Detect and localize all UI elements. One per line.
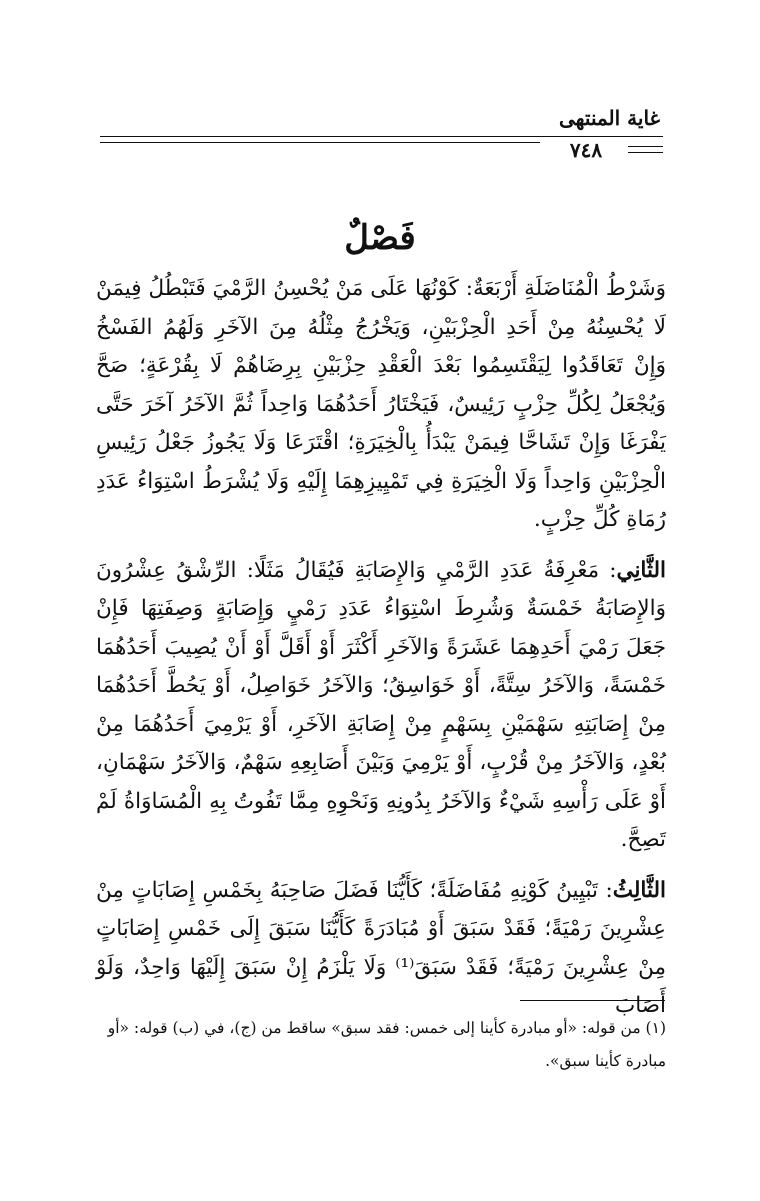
- footnote-rule: [520, 1000, 665, 1001]
- paragraph-2-text: : مَعْرِفَةُ عَدَدِ الرَّمْيِ وَالإِصَابَةِ فَيُقَالُ مَثَلًا: الرِّشْقُ عِشْرُونَ وَالإِصَابَةُ خَمْسَةٌ وَشُرِطَ اسْتِوَاءُ عَدَدِ رَمْيٍ وَإِصَابَةٍ وَصِفَتِهَا فَإِنْ جَعَلَ رَمْيَ أَحَدِهِمَا عَشَرَةً وَالآخَرِ أَكْثَرَ أَوْ أَقَلَّ أَوْ أَنْ يُصِيبَ أَحَدُهُمَا خَمْسَةً، وَالآخَرُ سِتَّةً، أَوْ خَوَاسِقُ؛ وَالآخَرُ خَوَاصِلُ، أَوْ يَحُطَّ أَحَدُهُمَا مِنْ إِصَابَتِهِ سَهْمَيْنِ بِسَهْمٍ مِنْ إِصَابَةِ الآخَرِ، أَوْ يَرْمِيَ أَحَدُهُمَا مِنْ بُعْدٍ، وَالآخَرُ مِنْ قُرْبٍ، أَوْ يَرْمِيَ وَبَيْنَ أَصَابِعِهِ سَهْمٌ، وَالآخَرُ سَهْمَانِ، أَوْ عَلَى رَأْسِهِ شَيْءٌ وَالآخَرُ بِدُونِهِ وَنَحْوِهِ مِمَّا تَفُوتُ بِهِ الْمُسَاوَاةُ لَمْ تَصِحَّ.: [96, 557, 666, 852]
- paragraph-1-text: وَشَرْطُ الْمُنَاضَلَةِ أَرْبَعَةٌ: كَوْنُهَا عَلَى مَنْ يُحْسِنُ الرَّمْيَ فَتَبْطُلُ فِيمَنْ لَا يُحْسِنُهُ مِنْ أَحَدِ الْحِزْبَيْنِ، وَيَخْرُجُ مِثْلُهُ مِنَ الآخَرِ وَلَهُمُ الفَسْخُ وَإِنْ تَعَاقَدُوا لِيَقْتَسِمُوا بَعْدَ الْعَقْدِ حِزْبَيْنِ بِرِضَاهُمْ لَا بِقُرْعَةٍ؛ صَحَّ وَيُجْعَلُ لِكُلِّ حِزْبٍ رَئِيسٌ، فَيَخْتَارُ أَحَدُهُمَا وَاحِداً ثُمَّ الآخَرُ آخَرَ حَتَّى يَفْرَغَا وَإِنْ تَشَاحَّا فِيمَنْ يَبْدَأُ بِالْخِيَرَةِ؛ اقْتَرَعَا وَلَا يَجُوزُ جَعْلُ رَئِيسِ الْحِزْبَيْنِ وَاحِداً وَلَا الْخِيَرَةِ فِي تَمْيِيزِهِمَا إِلَيْهِ وَلَا يُشْرَطُ اسْتِوَاءُ عَدَدِ رُمَاةِ كُلِّ حِزْبٍ.: [96, 276, 666, 532]
- paragraph-3-lead: الثَّالِثُ: [612, 877, 666, 903]
- paragraph-1: [96, 270, 666, 540]
- body-text: [96, 270, 666, 1038]
- paragraph-2-lead: الثَّانِي: [616, 557, 666, 583]
- header-rule-left: [100, 136, 540, 143]
- page-number: ٧٤٨: [549, 138, 623, 162]
- footnote: (١) من قوله: «أو مبادرة كأينا إلى خمس: فقد سبق» ساقط من (ج)، في (ب) قوله: «أو مبادرة كأينا سبق».: [107, 1019, 666, 1070]
- paragraph-3: [96, 872, 666, 1026]
- header-rule-right: [628, 146, 663, 153]
- paragraph-2: [96, 552, 666, 860]
- section-heading: فَصْلٌ: [344, 218, 416, 258]
- paragraph-3-text: : تَبْيِينُ كَوْنِهِ مُفَاضَلَةً؛ كَأَيُّنَا فَضَلَ صَاحِبَهُ بِخَمْسِ إِصَابَاتٍ مِنْ عِشْرِينَ رَمْيَةً؛ فَقَدْ سَبَقَ أَوْ مُبَادَرَةً كَأَيُّنَا سَبَقَ إِلَى خَمْسِ إِصَابَاتٍ مِنْ عِشْرِينَ رَمْيَةً؛ فَقَدْ سَبَقَ⁽¹⁾ وَلَا يَلْزَمُ إِنْ سَبَقَ إِلَيْهَا وَاحِدٌ، وَلَوْ أَصَابَ: [96, 877, 666, 1018]
- running-title: غاية المنتهى: [559, 106, 660, 130]
